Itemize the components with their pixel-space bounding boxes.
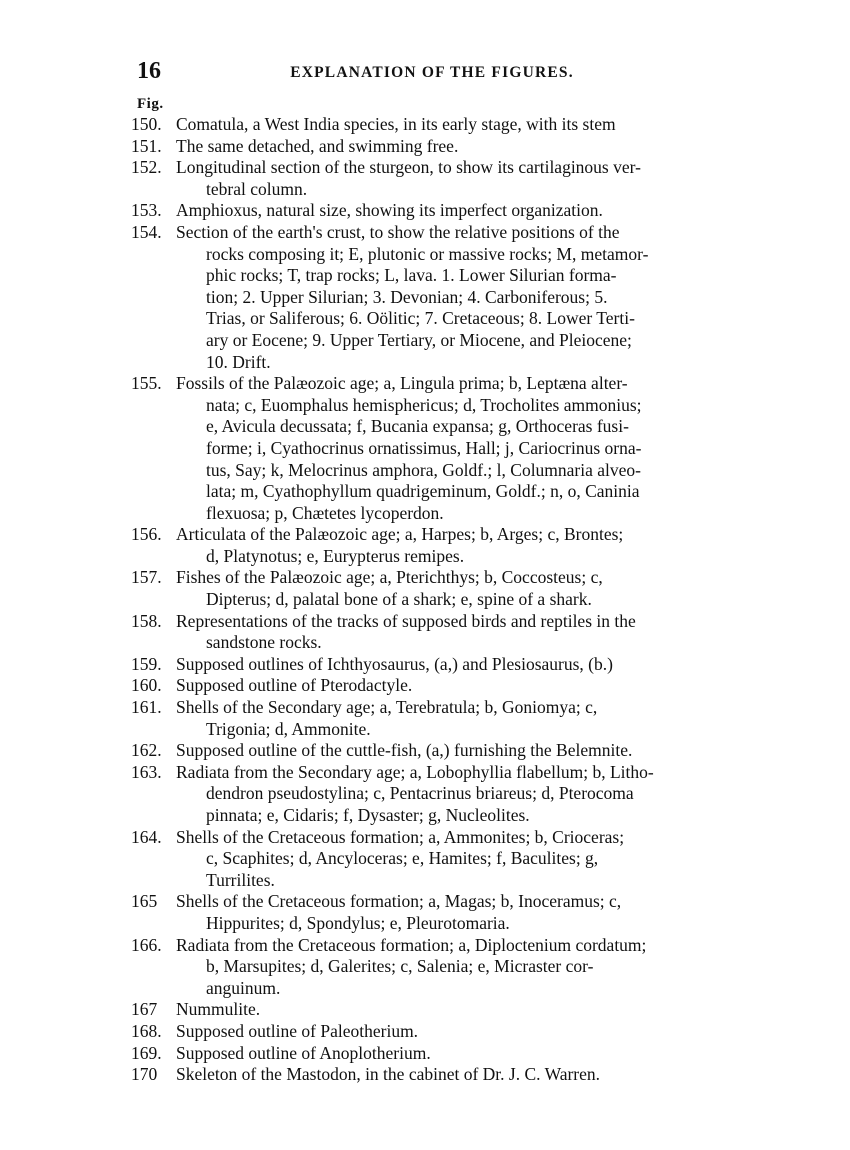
figure-description (176, 1064, 721, 1086)
description-line: nata; c, Euomphalus hemisphericus; d, Trocholites ammonius; (206, 394, 642, 415)
figure-description (176, 654, 721, 676)
figure-entry (131, 762, 721, 827)
figure-number: 152. (131, 157, 162, 178)
figure-number: 150. (131, 114, 162, 134)
figure-description (176, 373, 721, 524)
description-line: c, Scaphites; d, Ancyloceras; e, Hamites; f, Baculites; g, (206, 848, 599, 869)
description-line: forme; i, Cyathocrinus ornatissimus, Hall; j, Cariocrinus orna- (206, 437, 642, 458)
description-line: pinnata; e, Cidaris; f, Dysaster; g, Nucleolites. (206, 805, 530, 825)
figure-entry (131, 891, 721, 934)
figure-description (176, 611, 721, 654)
figure-number: 157. (131, 567, 162, 588)
description-line: 10. Drift. (206, 351, 271, 372)
running-title: EXPLANATION OF THE FIGURES. (290, 64, 574, 81)
figure-number: 169. (131, 1042, 162, 1063)
description-line: tion; 2. Upper Silurian; 3. Devonian; 4. Carboniferous; 5. (206, 286, 608, 307)
figure-number: 151. (131, 135, 162, 156)
figure-description (176, 200, 721, 222)
description-line: Comatula, a West India species, in its early stage, with its stem (176, 114, 616, 134)
description-line: tebral column. (206, 178, 308, 199)
figure-number: 166. (131, 934, 162, 955)
description-line: Trias, or Saliferous; 6. Oölitic; 7. Cretaceous; 8. Lower Terti- (206, 308, 635, 329)
description-line: Supposed outline of Anoplotherium. (176, 1042, 431, 1063)
figure-number: 156. (131, 524, 162, 545)
description-line: ary or Eocene; 9. Upper Tertiary, or Miocene, and Pleiocene; (206, 329, 632, 350)
figure-description (176, 1043, 721, 1065)
figure-description (176, 1021, 721, 1043)
description-line: Trigonia; d, Ammonite. (206, 718, 371, 739)
figure-description (176, 157, 721, 200)
description-line: rocks composing it; E, plutonic or massive rocks; M, metamor- (206, 243, 649, 264)
figure-entry (131, 935, 721, 1000)
figure-entry (131, 1043, 721, 1065)
figure-description (176, 114, 721, 136)
figure-entry (131, 373, 721, 524)
figure-number: 170 (131, 1064, 158, 1085)
description-line: anguinum. (206, 977, 281, 998)
figure-number: 165 (131, 891, 158, 912)
fig-column-heading: Fig. (137, 96, 164, 112)
figure-description (176, 891, 721, 934)
description-line: Turrilites. (206, 869, 275, 890)
description-line: phic rocks; T, trap rocks; L, lava. 1. Lower Silurian forma- (206, 265, 617, 286)
figure-number: 159. (131, 653, 162, 674)
figure-entry (131, 675, 721, 697)
figure-entry (131, 827, 721, 892)
figure-entry (131, 1064, 721, 1086)
description-line: tus, Say; k, Melocrinus amphora, Goldf.; l, Columnaria alveo- (206, 459, 641, 480)
figure-number: 153. (131, 200, 162, 221)
figure-description (176, 524, 721, 567)
figure-entry (131, 697, 721, 740)
description-line: Supposed outline of Paleotherium. (176, 1020, 419, 1041)
figure-description (176, 740, 721, 762)
description-line: Hippurites; d, Spondylus; e, Pleurotomaria. (206, 912, 510, 933)
figure-number: 162. (131, 740, 162, 761)
description-line: lata; m, Cyathophyllum quadrigeminum, Goldf.; n, o, Caninia (206, 481, 640, 502)
description-line: b, Marsupites; d, Galerites; c, Salenia; e, Micraster cor- (206, 956, 594, 977)
figure-description (176, 567, 721, 610)
page-number: 16 (137, 58, 161, 84)
description-line: The same detached, and swimming free. (176, 135, 459, 156)
figure-entry (131, 1021, 721, 1043)
figure-entry (131, 524, 721, 567)
description-line: Fishes of the Palæozoic age; a, Pterichthys; b, Coccosteus; c, (176, 567, 603, 588)
figure-number: 158. (131, 610, 162, 631)
figure-description (176, 222, 721, 373)
description-line: Fossils of the Palæozoic age; a, Lingula prima; b, Leptæna alter- (176, 373, 628, 394)
figure-description (176, 697, 721, 740)
figure-entry (131, 114, 721, 136)
description-line: Shells of the Cretaceous formation; a, Magas; b, Inoceramus; c, (176, 891, 622, 912)
figure-description (176, 827, 721, 892)
description-line: flexuosa; p, Chætetes lycoperdon. (206, 502, 444, 523)
description-line: Supposed outline of the cuttle-fish, (a,) furnishing the Belemnite. (176, 740, 633, 761)
description-line: Dipterus; d, palatal bone of a shark; e, spine of a shark. (206, 589, 592, 610)
figure-entry (131, 136, 721, 158)
figure-description (176, 136, 721, 158)
description-line: d, Platynotus; e, Eurypterus remipes. (206, 545, 465, 566)
description-line: Radiata from the Secondary age; a, Lobophyllia flabellum; b, Litho- (176, 761, 654, 782)
description-line: Representations of the tracks of supposed birds and reptiles in the (176, 610, 636, 631)
description-line: Articulata of the Palæozoic age; a, Harpes; b, Arges; c, Brontes; (176, 524, 624, 545)
description-line: Supposed outlines of Ichthyosaurus, (a,) and Plesiosaurus, (b.) (176, 653, 613, 674)
figure-description (176, 999, 721, 1021)
description-line: Section of the earth's crust, to show the relative positions of the (176, 221, 620, 242)
description-line: Amphioxus, natural size, showing its imperfect organization. (176, 200, 603, 221)
figure-entry (131, 222, 721, 373)
description-line: Shells of the Cretaceous formation; a, Ammonites; b, Crioceras; (176, 826, 625, 847)
description-line: sandstone rocks. (206, 632, 322, 653)
figure-entry (131, 999, 721, 1021)
description-line: Longitudinal section of the sturgeon, to show its cartilaginous ver- (176, 157, 641, 178)
figure-number: 154. (131, 221, 162, 242)
figure-list (131, 114, 721, 1086)
description-line: e, Avicula decussata; f, Bucania expansa; g, Orthoceras fusi- (206, 416, 629, 437)
figure-entry (131, 740, 721, 762)
description-line: Nummulite. (176, 999, 261, 1020)
description-line: Supposed outline of Pterodactyle. (176, 675, 413, 696)
figure-entry (131, 157, 721, 200)
figure-description (176, 675, 721, 697)
description-line: dendron pseudostylina; c, Pentacrinus briareus; d, Pterocoma (206, 783, 634, 804)
figure-entry (131, 611, 721, 654)
figure-number: 164. (131, 826, 162, 847)
description-line: Shells of the Secondary age; a, Terebratula; b, Goniomya; c, (176, 697, 598, 718)
figure-number: 160. (131, 675, 162, 696)
figure-number: 161. (131, 697, 162, 718)
figure-number: 163. (131, 761, 162, 782)
figure-number: 155. (131, 373, 162, 394)
figure-description (176, 762, 721, 827)
figure-description (176, 935, 721, 1000)
figure-number: 167 (131, 999, 158, 1020)
description-line: Radiata from the Cretaceous formation; a, Diploctenium cordatum; (176, 934, 647, 955)
page-header (137, 58, 727, 86)
figure-entry (131, 567, 721, 610)
description-line: Skeleton of the Mastodon, in the cabinet of Dr. J. C. Warren. (176, 1064, 601, 1085)
figure-entry (131, 654, 721, 676)
figure-number: 168. (131, 1020, 162, 1041)
figure-entry (131, 200, 721, 222)
